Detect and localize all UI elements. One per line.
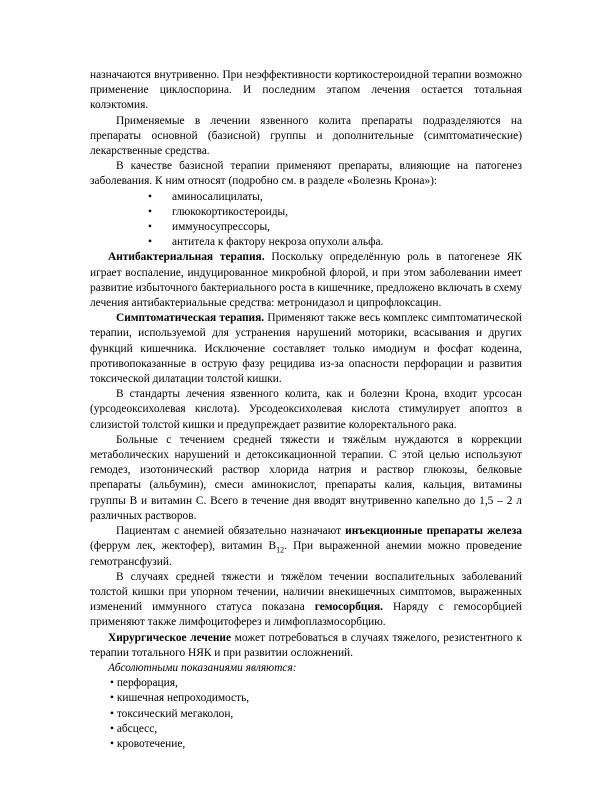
paragraph-severe-course: Больные с течением средней тяжести и тяжёлым нуждаются в коррекции метаболических нарушений и детоксикационной терапии. С этой целью используют гемодез, изотонический раствор хлорида натрия и раствор глюкозы, белковые препараты (альбумин), смеси аминокислот, препараты калия, кальция, витамины группы В и витамин С. Всего в течение дня вводят внутривенно капельно до 1,5 – 2 л различных растворов. — [90, 433, 522, 522]
bullet-icon: • — [148, 236, 152, 249]
list-item: • глюкокортикостероиды, — [90, 205, 522, 220]
paragraph-cyclosporine: назначаются внутривенно. При неэффективности кортикостероидной терапии возможно применение циклоспорина. И последним этапом лечения остается тотальная колэктомия. — [90, 69, 522, 112]
list-item: • перфорация, — [110, 677, 178, 690]
paragraph-basic-therapy: В качестве базисной терапии применяют препараты, влияющие на патогенез заболевания. К ним относят (подробно см. в разделе «Болезнь Крона»): — [90, 160, 522, 188]
list-item: • токсический мегаколон, — [110, 707, 234, 720]
paragraph-hemosorption: В случаях средней тяжести и тяжёлом течении воспалительных заболеваний толстой кишки при упорном течении, наличии внекишечных симптомов, выраженных изменений иммунного статуса показана гемосорбция. Наряду с гемосорбцией применяют также лимфоцитоферез и лимфоплазмосорбцию. — [90, 570, 523, 629]
list-item: • антитела к фактору некроза опухоли альфа. — [90, 235, 522, 250]
paragraph-antibacterial: Антибактериальная терапия. Поскольку определённую роль в патогенезе ЯК играет воспаление, индуцированное микробной флорой, и при этом заболевании имеет развитие избыточного бактериального роста в кишечнике, предложено включать в схему лечения антибактериальные средства: метронидазол и ципрофлоксацин. — [90, 251, 522, 310]
absolute-indications-heading: Абсолютными показаниями являются: — [108, 661, 297, 674]
paragraph-symptomatic: Симптоматическая терапия. Применяют также весь комплекс симптоматической терапии, используемой для устранения нарушений моторики, всасывания и других функций кишечника. Исключение составляет только имодиум и фосфат кодеина, противопоказанные в острую фазу рецидива из-за опасности перфорации и развития токсической дилатации толстой кишки. — [90, 312, 522, 386]
list-item: • абсцесс, — [110, 722, 158, 735]
bullet-icon: • — [148, 205, 152, 218]
symptomatic-heading: Симптоматическая терапия. — [116, 312, 265, 325]
antibacterial-heading: Антибактериальная терапия. — [108, 251, 265, 264]
list-item: • иммуносупрессоры, — [90, 220, 522, 235]
absolute-indications-list — [90, 676, 522, 752]
hemosorption-term: гемосорбция. — [314, 601, 384, 614]
basic-therapy-list — [90, 190, 522, 251]
paragraph-ursosan: В стандарты лечения язвенного колита, как и болезни Крона, входит урсосан (урсодеоксихолевая кислота). Урсодеоксихолевая кислота стимулирует апоптоз в слизистой толстой кишки и предупреждает развитие колоректального рака. — [90, 388, 522, 431]
iron-preparations: инъекционные препараты железа — [345, 525, 522, 538]
paragraph-anemia: Пациентам с анемией обязательно назначают инъекционные препараты железа (феррум лек, жектофер), витамин $В_{12}$. При выраженной анемии можно проведение гемотрансфузий. — [90, 525, 522, 568]
paragraph-surgery: Хирургическое лечение может потребоваться в случаях тяжелого, резистентного к терапии тотального НЯК и при развитии осложнений. — [90, 631, 522, 659]
list-item: • кишечная непроходимость, — [110, 692, 250, 705]
list-item: • аминосалицилаты, — [90, 190, 522, 205]
document-page — [90, 68, 522, 752]
bullet-icon: • — [148, 190, 152, 203]
list-item: • кровотечение, — [110, 737, 186, 750]
surgery-heading: Хирургическое лечение — [108, 631, 232, 644]
paragraph-drug-groups: Применяемые в лечении язвенного колита препараты подразделяются на препараты основной (базисной) группы и дополнительные (симптоматические) лекарственные средства. — [90, 114, 522, 158]
bullet-icon: • — [148, 221, 152, 234]
